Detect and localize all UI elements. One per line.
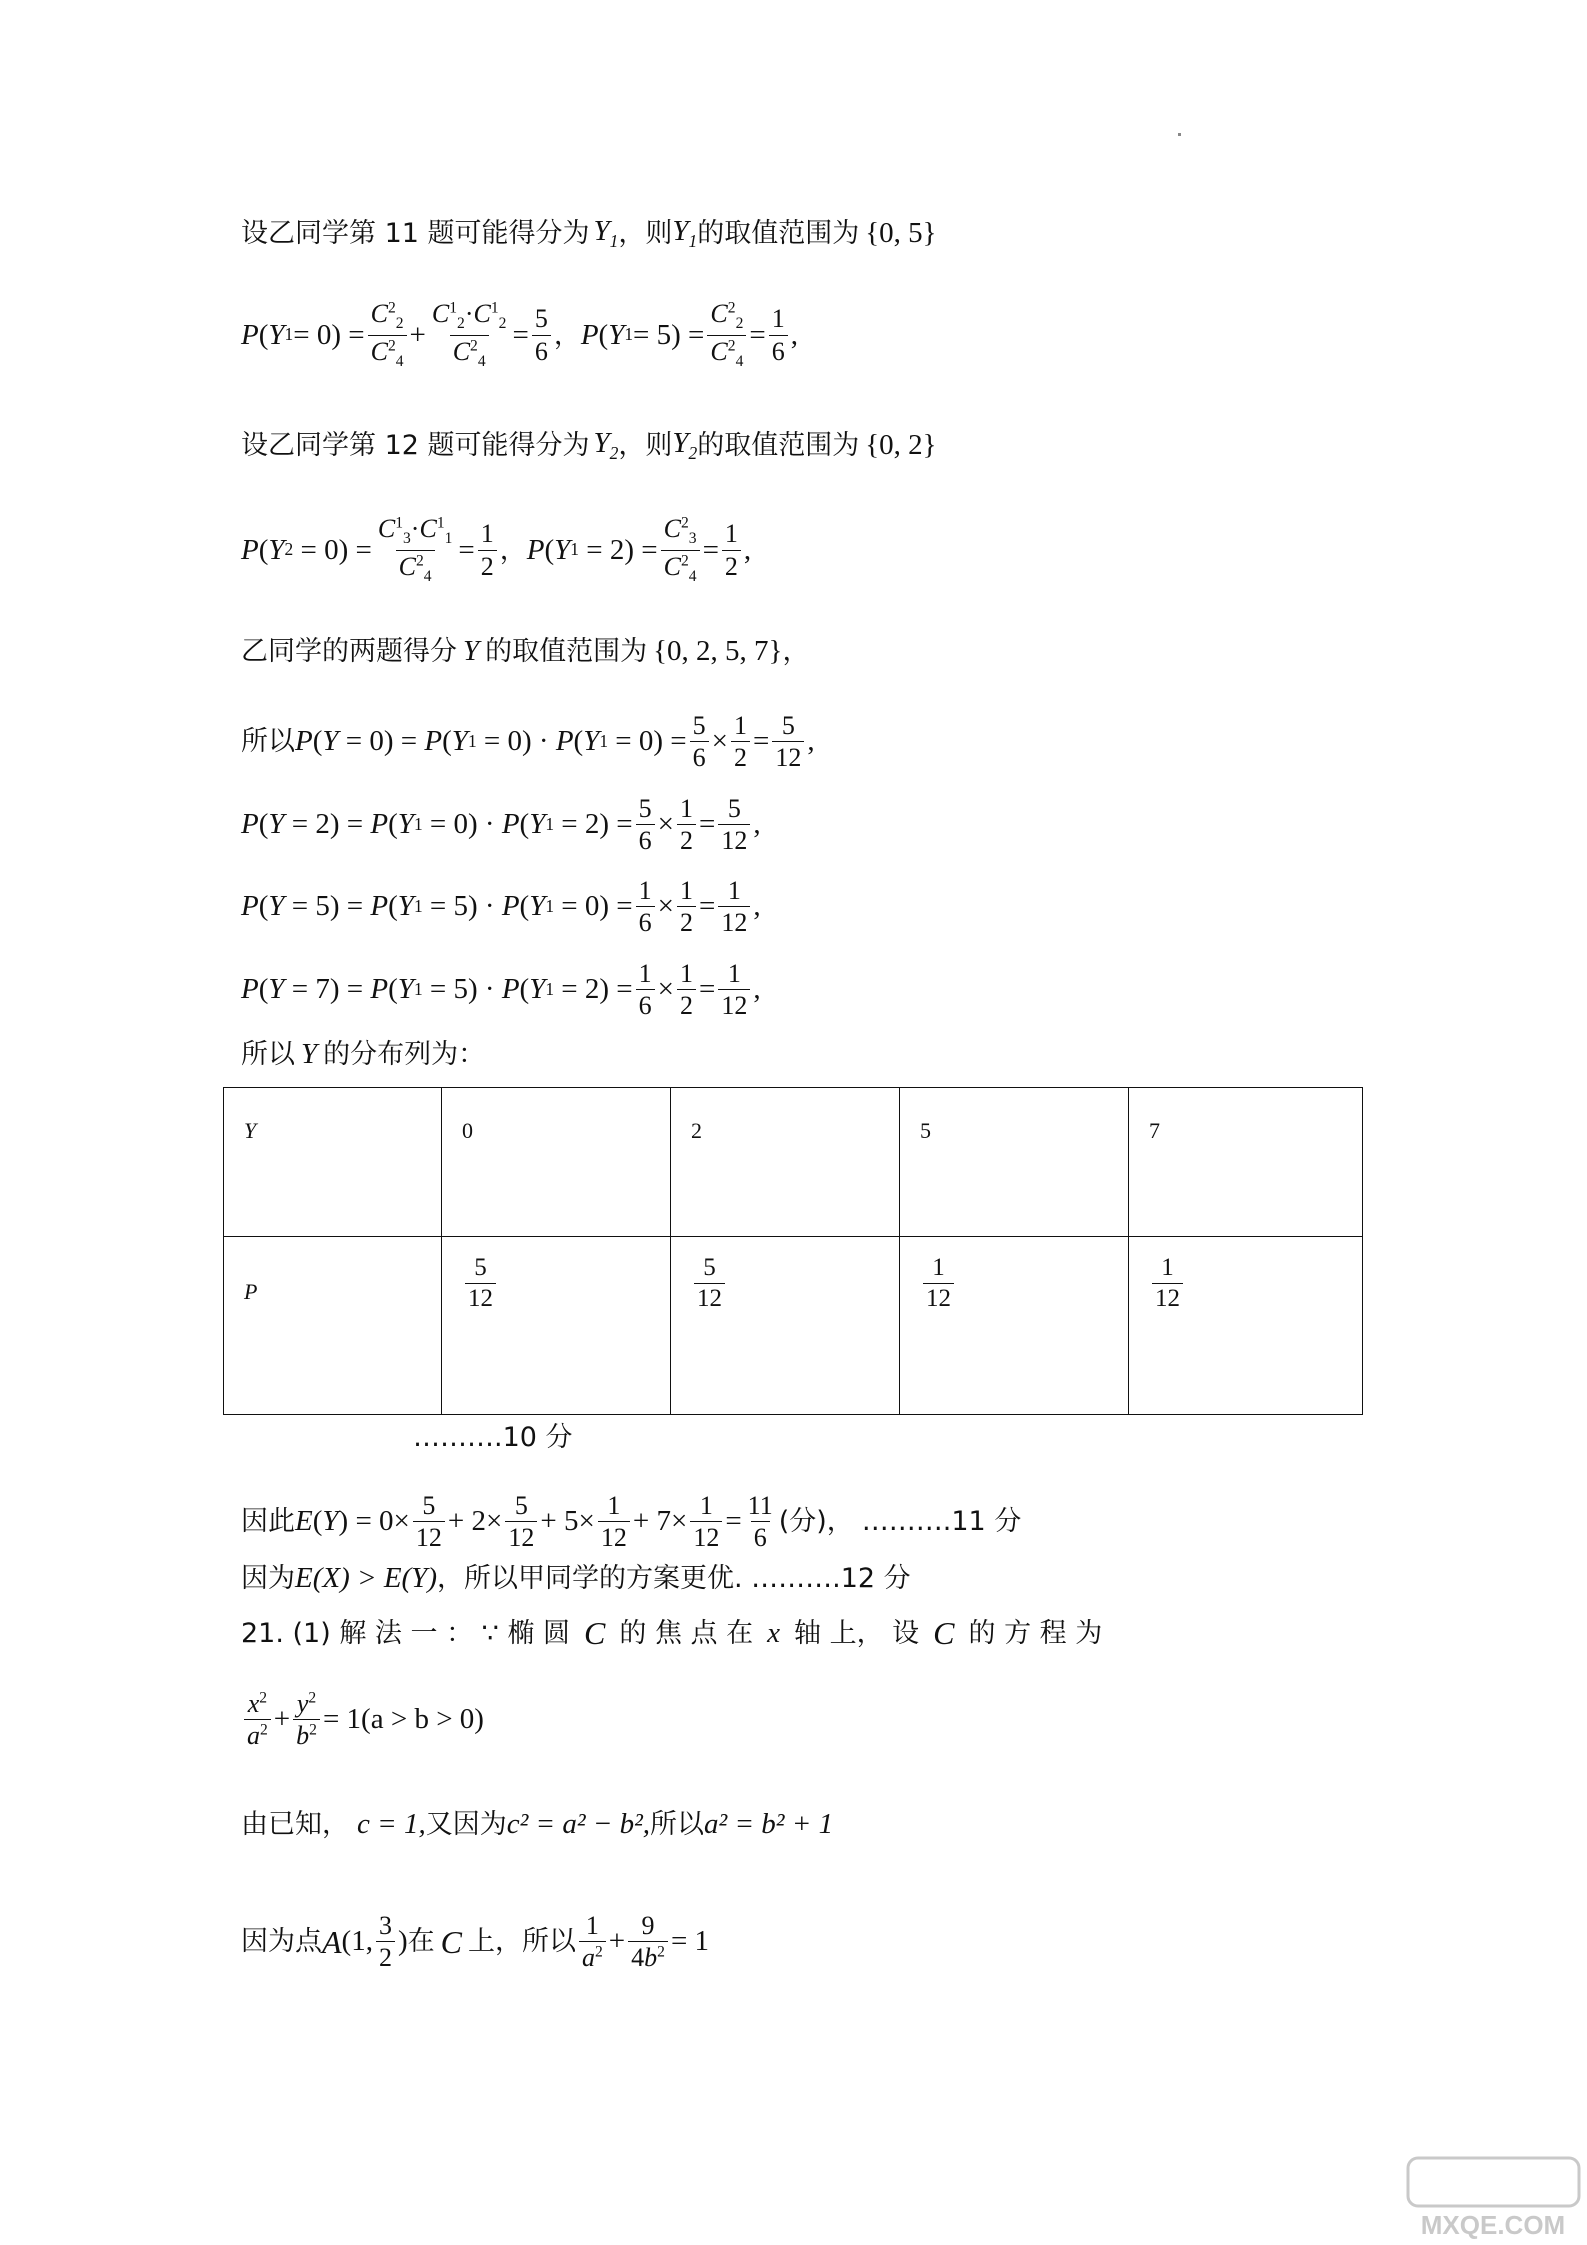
text: 因此 xyxy=(241,1506,295,1538)
fraction: $\frac{C^1_3\cdot C^1_1}{C^2_4}$ xyxy=(377,514,453,585)
var-c: C xyxy=(933,1615,955,1651)
q21-heading xyxy=(241,1617,1102,1649)
svg-text:MXQE.COM: MXQE.COM xyxy=(1420,2210,1566,2240)
expr: c² = a² − b², xyxy=(506,1808,651,1840)
table-cell: $\frac{1}{12}$ xyxy=(1129,1237,1363,1415)
var-c: C xyxy=(440,1923,462,1960)
formula-py1: P ( Y 1 = 0) = $\frac{C^2_2}{C^2_4}$ + $\frac{C^1_2\cdot C^1_2}{C^2_4}$ = $\frac{5}{6}$ ， P ( Y 1 = 5) = $\frac{C^2_2}{C^2_4}$ = $\frac{1}{6}$ , xyxy=(241,299,798,370)
watermark-logo xyxy=(1400,2150,1587,2245)
text: 轴 上， 设 xyxy=(794,1617,920,1649)
text: 乙同学的两题得分 xyxy=(241,636,457,667)
set: {0, 5} xyxy=(865,217,937,250)
scan-dot xyxy=(1178,133,1181,136)
var-y: Y xyxy=(463,635,480,667)
formula-py5: P ( Y = 5) = P ( Y 1 = 5) · P ( Y 1 = 0) = $\frac{1}{6}$ × $\frac{1}{2}$ = $\frac{1}{12}$ , xyxy=(241,876,761,938)
text: 的 焦 点 在 xyxy=(619,1617,754,1649)
text: 的取值范围为 xyxy=(697,218,860,250)
text: ……….10 分 xyxy=(413,1422,573,1453)
expr: a² = b² + 1 xyxy=(704,1808,834,1840)
var-y1b: $Y_1$ xyxy=(672,215,698,251)
text: 因为点 xyxy=(241,1926,322,1958)
table-cell: $\frac{5}{12}$ xyxy=(442,1237,671,1415)
table-row xyxy=(224,1088,1363,1237)
var-c: C xyxy=(584,1615,606,1651)
fraction: $\frac{C^1_2\cdot C^1_2}{C^2_4}$ xyxy=(431,299,507,370)
fraction: $\frac{1}{2}$ xyxy=(478,520,497,580)
text: 所以 xyxy=(241,1039,295,1070)
fraction: $\frac{1}{6}$ xyxy=(769,305,788,365)
var-x: x xyxy=(767,1616,780,1649)
text: = 0) = xyxy=(293,318,365,351)
comparison-line xyxy=(241,1564,911,1593)
line-y1-intro xyxy=(241,217,937,250)
text: 的取值范围为 xyxy=(697,430,860,462)
var-y: Y xyxy=(301,1038,318,1070)
text: 因为 xyxy=(241,1563,295,1594)
fraction: $\frac{C^2_2}{C^2_4}$ xyxy=(707,300,746,370)
line-y2-intro: 设乙同学第 12 题可能得分为 $Y_2$ ，则 $Y_2$ 的取值范围为 {0, 2} xyxy=(241,427,937,463)
expr: c = 1, xyxy=(357,1808,426,1840)
text: 的分布列为： xyxy=(323,1039,486,1070)
text: ……….11 分 xyxy=(861,1506,1022,1538)
text: 21. (1) 解 法 一 ： ∵ 椭 圆 xyxy=(241,1617,571,1649)
ellipse-equation: $\frac{x^2}{a^2}$ + $\frac{y^2}{b^2}$ = 1(a > b > 0) xyxy=(241,1690,484,1750)
distribution-table xyxy=(223,1087,1363,1415)
table-cell: $\frac{1}{12}$ xyxy=(900,1237,1129,1415)
formula-ey: 因此 E ( Y ) = 0× $\frac{5}{12}$ + 2× $\frac{5}{12}$ + 5× $\frac{1}{12}$ + 7× $\frac{1}{12}$ = $\frac{11}{6}$ (分)， ……….11 分 xyxy=(241,1491,1022,1553)
fraction: $\frac{1}{2}$ xyxy=(722,520,741,580)
fraction: $\frac{C^2_3}{C^2_4}$ xyxy=(661,515,700,585)
fraction: $\frac{5}{6}$ xyxy=(532,305,551,365)
text: 又因为 xyxy=(425,1809,507,1840)
plus: + xyxy=(409,318,426,351)
known-line xyxy=(241,1810,833,1839)
condition: = 1(a > b > 0) xyxy=(322,1703,484,1736)
score-marker-10 xyxy=(413,1424,573,1451)
distribution-intro xyxy=(241,1040,485,1069)
formula-py2-total: P ( Y = 2) = P ( Y 1 = 0) · P ( Y 1 = 2) = $\frac{5}{6}$ × $\frac{1}{2}$ = $\frac{5}{12}$ , xyxy=(241,794,761,856)
text: 的取值范围为 xyxy=(485,636,648,667)
var-y1: $Y_1$ xyxy=(593,215,619,251)
text: ，则 xyxy=(618,430,673,462)
formula-py0: 所以 P ( Y = 0) = P ( Y 1 = 0) · P ( Y 1 = 0) = $\frac{5}{6}$ × $\frac{1}{2}$ = $\frac{5}{12}$ , xyxy=(241,711,815,773)
text: ，所以甲同学的方案更优. ……….12 分 xyxy=(436,1563,911,1594)
text: 设乙同学第 11 题可能得分为 xyxy=(241,218,590,250)
text: (分)， xyxy=(778,1506,854,1538)
table-cell: 2 xyxy=(671,1088,900,1237)
table-cell: 0 xyxy=(442,1088,671,1237)
point-a-line: 因为点 A (1, $\frac{3}{2}$ ) 在 C 上，所以 $\frac{1}{a^2}$ + $\frac{9}{4b^2}$ = 1 xyxy=(241,1911,710,1973)
fraction: $\frac{C^2_2}{C^2_4}$ xyxy=(368,300,407,370)
formula-py7: P ( Y = 7) = P ( Y 1 = 5) · P ( Y 1 = 2) = $\frac{1}{6}$ × $\frac{1}{2}$ = $\frac{1}{12}$ , xyxy=(241,959,761,1021)
set: {0, 2} xyxy=(865,429,937,462)
table-cell: 7 xyxy=(1129,1088,1363,1237)
text: 所以 xyxy=(650,1809,705,1840)
table-header-p: P xyxy=(224,1237,442,1415)
text: 在 xyxy=(407,1926,435,1958)
table-header-y: Y xyxy=(224,1088,442,1237)
text: 所以 xyxy=(241,726,295,758)
expr: = 1 xyxy=(670,1925,710,1958)
table-cell: 5 xyxy=(900,1088,1129,1237)
text: ， xyxy=(782,636,810,667)
text: 的 方 程 为 xyxy=(968,1617,1103,1649)
formula-py2: P ( Y 2 = 0) = $\frac{C^1_3\cdot C^1_1}{C^2_4}$ = $\frac{1}{2}$ ， P ( Y 1 = 2) = $\frac{C^2_3}{C^2_4}$ = $\frac{1}{2}$ , xyxy=(241,514,752,585)
set: {0, 2, 5, 7} xyxy=(653,635,783,667)
line-y-range xyxy=(241,637,809,666)
text: 由已知， xyxy=(241,1809,349,1840)
text: ，则 xyxy=(618,218,673,250)
text: = 5) = xyxy=(633,318,705,351)
text: 上，所以 xyxy=(467,1926,576,1958)
table-row xyxy=(224,1237,1363,1415)
text: 设乙同学第 12 题可能得分为 xyxy=(241,430,590,462)
table-cell: $\frac{5}{12}$ xyxy=(671,1237,900,1415)
expr: E(X) > E(Y) xyxy=(295,1562,437,1594)
